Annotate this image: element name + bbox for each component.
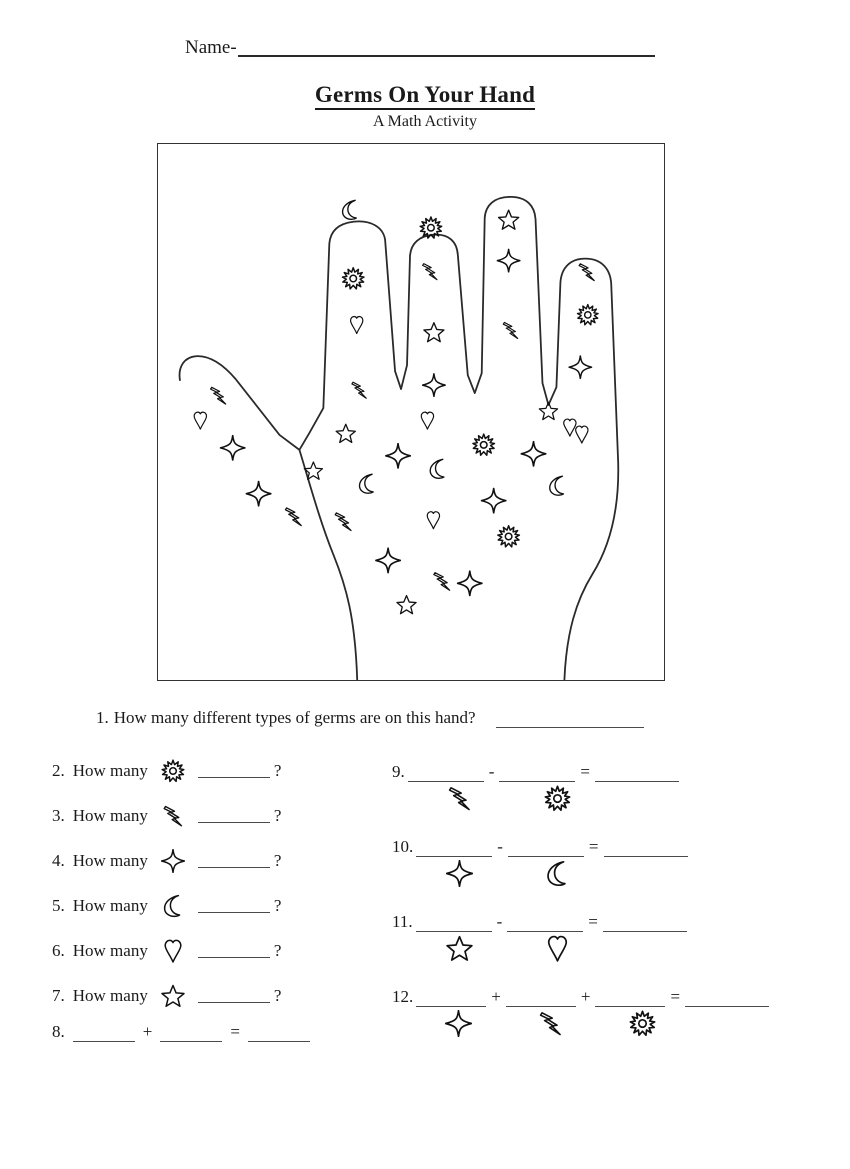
question-8-number: 8.	[52, 1022, 65, 1041]
heart-germ-icon	[427, 512, 439, 529]
heart-germ-icon	[194, 412, 206, 429]
sparkle-germ-icon	[497, 249, 520, 272]
star-germ-icon	[161, 984, 185, 1008]
question-11-result-blank[interactable]	[603, 917, 687, 932]
question-1	[96, 708, 706, 728]
question-5-germ	[156, 894, 190, 918]
sun-germ-icon	[498, 526, 520, 547]
lightning-germ-icon	[285, 508, 301, 526]
question-8-operator-plus: +	[142, 1022, 153, 1041]
question-6-number: 6.	[52, 940, 65, 960]
star-germ-icon	[397, 596, 416, 614]
question-4	[52, 838, 352, 883]
question-12-germ-2	[537, 1010, 564, 1037]
lightning-germ-icon	[434, 573, 450, 591]
question-2	[52, 748, 352, 793]
sun-germ-icon	[161, 759, 185, 783]
hand-outline	[180, 197, 619, 680]
question-9-term-2-blank[interactable]	[499, 767, 575, 782]
heart-germ-icon	[421, 412, 433, 429]
question-6-germ	[156, 939, 190, 963]
heart-germ-icon	[576, 426, 588, 443]
star-germ-icon	[499, 210, 519, 229]
question-8	[52, 1022, 314, 1042]
hand-figure-box	[157, 143, 665, 681]
question-10-operator-2: =	[588, 837, 599, 856]
moon-germ-icon	[544, 860, 571, 887]
question-5-number: 5.	[52, 895, 65, 915]
question-10-result-blank[interactable]	[604, 842, 688, 857]
question-12-term-3-blank[interactable]	[595, 992, 665, 1007]
star-germ-icon	[424, 323, 444, 342]
question-12-operator-2: +	[580, 987, 591, 1006]
germ-cluster-pinky-finger	[569, 264, 598, 443]
question-9-result-blank[interactable]	[595, 767, 679, 782]
question-2-text: How many	[72, 760, 148, 780]
question-7	[52, 973, 352, 1018]
germ-cluster-ring-finger	[497, 210, 557, 419]
question-4-germ	[156, 849, 190, 873]
name-field-row	[185, 38, 655, 57]
question-6-text: How many	[72, 940, 148, 960]
sparkle-germ-icon	[161, 849, 185, 873]
moon-germ-icon	[161, 894, 185, 918]
question-9-germ-1	[446, 785, 473, 812]
question-4-text: How many	[72, 850, 148, 870]
question-4-number: 4.	[52, 850, 65, 870]
moon-germ-icon	[360, 474, 374, 493]
question-11-germ-2	[544, 935, 571, 962]
lightning-germ-icon	[335, 513, 351, 531]
question-9-germ-2	[544, 785, 571, 812]
question-8-term-b-blank[interactable]	[160, 1027, 222, 1042]
sparkle-germ-icon	[386, 444, 411, 469]
question-2-number: 2.	[52, 760, 65, 780]
lightning-germ-icon	[503, 322, 517, 338]
sun-germ-icon	[420, 217, 442, 238]
lightning-germ-icon	[579, 264, 594, 281]
germ-cluster-thumb	[194, 387, 301, 525]
sun-germ-icon	[473, 434, 495, 455]
question-1-number: 1.	[96, 708, 109, 727]
star-germ-icon	[336, 424, 355, 442]
question-2-germ	[156, 759, 190, 783]
sun-germ-icon	[544, 785, 571, 812]
lightning-germ-icon	[537, 1010, 564, 1037]
question-12	[392, 987, 822, 1062]
question-7-text: How many	[72, 985, 148, 1005]
question-10-germ-1	[446, 860, 473, 887]
question-2-answer-blank[interactable]	[198, 763, 270, 778]
question-7-answer-blank[interactable]	[198, 988, 270, 1003]
moon-germ-icon	[430, 459, 444, 478]
lightning-germ-icon	[423, 264, 437, 280]
question-11-term-1-blank[interactable]	[416, 917, 492, 932]
sparkle-germ-icon	[457, 571, 482, 596]
question-6-suffix: ?	[273, 940, 282, 960]
sparkle-germ-icon	[569, 356, 592, 379]
heart-germ-icon	[564, 419, 576, 436]
hand-with-germs-diagram	[158, 144, 664, 680]
question-8-term-a-blank[interactable]	[73, 1027, 135, 1042]
how-many-question-list	[52, 748, 352, 1018]
sun-germ-icon	[342, 268, 364, 289]
question-3-text: How many	[72, 805, 148, 825]
germ-cluster-middle-finger	[420, 217, 445, 429]
question-11	[392, 912, 822, 987]
question-3	[52, 793, 352, 838]
question-9-operator-2: =	[580, 762, 591, 781]
name-write-in-line[interactable]	[238, 41, 655, 57]
name-label: Name-	[185, 37, 237, 58]
question-7-number: 7.	[52, 985, 65, 1005]
sparkle-germ-icon	[445, 1010, 472, 1037]
question-3-germ	[156, 804, 190, 828]
question-7-suffix: ?	[273, 985, 282, 1005]
germ-cluster-index-finger	[342, 200, 366, 398]
sparkle-germ-icon	[376, 548, 401, 573]
question-7-germ	[156, 984, 190, 1008]
question-12-germ-3	[629, 1010, 656, 1037]
question-9	[392, 762, 822, 837]
question-12-operator-3: =	[670, 987, 681, 1006]
sparkle-germ-icon	[220, 436, 245, 461]
sun-germ-icon	[577, 305, 598, 325]
question-5-suffix: ?	[273, 895, 282, 915]
question-6	[52, 928, 352, 973]
question-9-term-1-blank[interactable]	[408, 767, 484, 782]
heart-germ-icon	[351, 316, 363, 333]
question-4-suffix: ?	[273, 850, 282, 870]
question-10-term-2-blank[interactable]	[508, 842, 584, 857]
question-10-term-1-blank[interactable]	[416, 842, 492, 857]
equation-question-list	[392, 762, 822, 1062]
question-1-answer-blank[interactable]	[496, 712, 644, 728]
sparkle-germ-icon	[423, 374, 446, 397]
question-4-answer-blank[interactable]	[198, 853, 270, 868]
question-3-suffix: ?	[273, 805, 282, 825]
question-11-term-2-blank[interactable]	[507, 917, 583, 932]
question-5-answer-blank[interactable]	[198, 898, 270, 913]
question-1-text: How many different types of germs are on this hand?	[113, 708, 476, 727]
question-8-operator-equals: =	[230, 1022, 240, 1041]
moon-germ-icon	[550, 476, 564, 495]
question-3-number: 3.	[52, 805, 65, 825]
question-11-operator-1: -	[496, 912, 503, 931]
question-12-term-1-blank[interactable]	[416, 992, 486, 1007]
lightning-germ-icon	[352, 382, 366, 398]
question-2-suffix: ?	[273, 760, 282, 780]
sparkle-germ-icon	[521, 442, 546, 467]
sparkle-germ-icon	[446, 860, 473, 887]
question-12-result-blank[interactable]	[685, 992, 769, 1007]
lightning-germ-icon	[211, 387, 226, 404]
question-3-answer-blank[interactable]	[198, 808, 270, 823]
question-10-operator-1: -	[497, 837, 503, 856]
sparkle-germ-icon	[481, 488, 506, 513]
question-12-germ-1	[445, 1010, 472, 1037]
moon-germ-icon	[343, 200, 357, 219]
question-10-number: 10.	[392, 837, 414, 856]
question-11-germ-1	[446, 935, 473, 962]
question-11-number: 11.	[392, 912, 413, 931]
sparkle-germ-icon	[246, 481, 271, 506]
question-10	[392, 837, 822, 912]
star-germ-icon	[446, 935, 473, 962]
sun-germ-icon	[629, 1010, 656, 1037]
germ-cluster-palm	[304, 419, 576, 614]
lightning-germ-icon	[161, 804, 185, 828]
heart-germ-icon	[161, 939, 185, 963]
question-5-text: How many	[72, 895, 148, 915]
question-9-number: 9.	[392, 762, 405, 781]
question-12-term-2-blank[interactable]	[506, 992, 576, 1007]
lightning-germ-icon	[446, 785, 473, 812]
question-8-result-blank[interactable]	[248, 1027, 310, 1042]
question-11-operator-2: =	[588, 912, 598, 931]
page-subtitle: A Math Activity	[373, 113, 477, 130]
question-12-number: 12.	[392, 987, 414, 1006]
question-12-operator-1: +	[491, 987, 501, 1006]
question-10-germ-2	[544, 860, 571, 887]
page-title: Germs On Your Hand	[0, 82, 850, 108]
question-5	[52, 883, 352, 928]
heart-germ-icon	[544, 935, 571, 962]
question-9-operator-1: -	[488, 762, 495, 781]
question-6-answer-blank[interactable]	[198, 943, 270, 958]
